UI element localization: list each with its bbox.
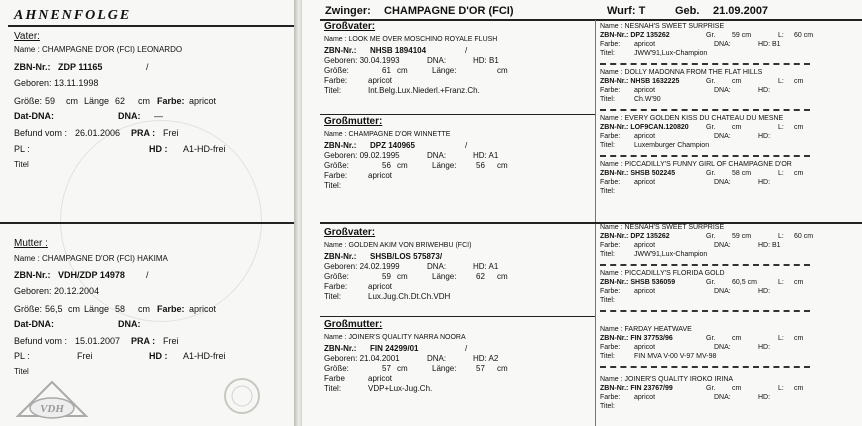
mother-heading: Mutter : bbox=[14, 238, 48, 249]
father-dna: DNA: bbox=[118, 111, 141, 121]
ggp-titel: Titel: bbox=[600, 96, 615, 103]
mother-color-label: Farbe: bbox=[157, 304, 185, 314]
ggp-l: L: bbox=[778, 124, 784, 131]
gp-color-label: Farbe: bbox=[324, 282, 348, 291]
ggp-titel-value: Ch.W'90 bbox=[634, 96, 661, 103]
geb-value: 21.09.2007 bbox=[713, 5, 769, 17]
ggp-l: L: bbox=[778, 233, 784, 240]
gp-zbn-label: ZBN-Nr.: bbox=[324, 344, 357, 353]
stamp-seal-icon bbox=[222, 376, 262, 416]
ggp-dna: DNA: bbox=[714, 344, 731, 351]
mother-zbn-value: VDH/ZDP 14978 bbox=[58, 270, 125, 280]
mother-titel: Titel bbox=[14, 367, 29, 376]
book-spine bbox=[294, 0, 302, 426]
gp-titel-value: Lux.Jug.Ch.Dt.Ch.VDH bbox=[368, 292, 451, 301]
father-hd-label: HD : bbox=[149, 144, 168, 154]
ggp-dashed-divider bbox=[600, 264, 810, 266]
ggp-farbe: Farbe: bbox=[600, 133, 621, 140]
gp-titel-value: Int.Belg.Lux.Niederl.+Franz.Ch. bbox=[368, 86, 480, 95]
ggp-l: L: bbox=[778, 385, 784, 392]
father-pl: PL : bbox=[14, 144, 30, 154]
gp-color-value: apricot bbox=[368, 171, 393, 180]
gp-hd: HD: B1 bbox=[473, 56, 499, 65]
ggp-gr: Gr. bbox=[706, 78, 716, 85]
gp-size-unit: cm bbox=[397, 66, 408, 75]
gp-size-label: Größe: bbox=[324, 272, 349, 281]
mother-size-unit: cm bbox=[68, 304, 80, 314]
father-zbn-suffix: / bbox=[146, 62, 149, 72]
ggp-zbn: ZBN-Nr.: LOF9CAN.120820 bbox=[600, 124, 689, 131]
ggp-farbe: Farbe: bbox=[600, 288, 621, 295]
gp-color-label: Farbe: bbox=[324, 76, 348, 85]
gp-dna: DNA: bbox=[427, 354, 447, 363]
mother-size-label: Größe: bbox=[14, 304, 43, 314]
mother-born: Geboren: 20.12.2004 bbox=[14, 286, 100, 296]
ggp-name: Name : PICCADILLY'S FUNNY GIRL OF CHAMPAGNE D'OR bbox=[600, 161, 792, 168]
father-titel: Titel bbox=[14, 160, 29, 169]
ggp-farbe: Farbe: bbox=[600, 394, 621, 401]
father-color-value: apricot bbox=[189, 96, 217, 106]
gp-color-label: Farbe bbox=[324, 374, 345, 383]
father-size-value: 59 bbox=[45, 96, 56, 106]
gp-size-value: 57 bbox=[382, 364, 391, 373]
ggp-hd: HD: bbox=[758, 133, 771, 140]
ggp-zbn: ZBN-Nr.: FIN 23767/99 bbox=[600, 385, 673, 392]
mother-pra-value: Frei bbox=[163, 336, 179, 346]
ggp-gr-value: 60,5 cm bbox=[732, 279, 757, 286]
ggp-name: Name : FARDAY HEATWAVE bbox=[600, 326, 692, 333]
ggp-farbe-value: apricot bbox=[634, 242, 656, 249]
ggp-l: L: bbox=[778, 170, 784, 177]
ggp-farbe: Farbe: bbox=[600, 87, 621, 94]
gp-color-label: Farbe: bbox=[324, 171, 348, 180]
gp-length-unit: cm bbox=[497, 272, 508, 281]
father-zbn-label: ZBN-Nr.: bbox=[14, 62, 51, 72]
gp-divider-1 bbox=[320, 114, 595, 115]
gp-dna: DNA: bbox=[427, 262, 447, 271]
ggp-titel: Titel: bbox=[600, 142, 615, 149]
gp-hd: HD: A2 bbox=[473, 354, 499, 363]
gp-size-value: 59 bbox=[382, 272, 391, 281]
ggp-l-value: cm bbox=[794, 385, 804, 392]
ggp-farbe: Farbe: bbox=[600, 242, 621, 249]
gp-name: Name : GOLDEN AKIM VON BRIWEHBU (FCI) bbox=[324, 242, 472, 249]
ggp-zbn: ZBN-Nr.: SHSB 502245 bbox=[600, 170, 676, 177]
gp-size-label: Größe: bbox=[324, 364, 349, 373]
ggp-farbe-value: apricot bbox=[634, 288, 656, 295]
gp-titel-label: Titel: bbox=[324, 384, 342, 393]
gp-length-unit: cm bbox=[497, 66, 508, 75]
ggp-gr: Gr. bbox=[706, 233, 716, 240]
ggp-dashed-divider bbox=[600, 366, 810, 368]
ggp-l-value: 60 cm bbox=[794, 233, 814, 240]
ggp-titel-value: Luxemburger Champion bbox=[634, 142, 710, 149]
ggp-gr: Gr. bbox=[706, 335, 716, 342]
ggp-farbe-value: apricot bbox=[634, 179, 656, 186]
mother-pl: PL : bbox=[14, 351, 30, 361]
ggp-name: Name : DOLLY MADONNA FROM THE FLAT HILLS bbox=[600, 69, 763, 76]
mother-datdna: Dat-DNA: bbox=[14, 319, 54, 329]
ggp-l-value: cm bbox=[794, 124, 804, 131]
gp-size-value: 56 bbox=[382, 161, 391, 170]
gp-length-label: Länge: bbox=[432, 66, 457, 75]
father-size-label: Größe: bbox=[14, 96, 43, 106]
gp-size-unit: cm bbox=[397, 272, 408, 281]
ggp-l: L: bbox=[778, 335, 784, 342]
ggp-l-value: cm bbox=[794, 279, 804, 286]
gp-hd: HD: A1 bbox=[473, 151, 499, 160]
header-underline bbox=[320, 19, 862, 21]
ggp-farbe: Farbe: bbox=[600, 41, 621, 48]
ggp-dna: DNA: bbox=[714, 179, 731, 186]
father-zbn-value: ZDP 11165 bbox=[58, 62, 103, 72]
ggp-hd: HD: B1 bbox=[758, 242, 781, 249]
ggp-dashed-divider bbox=[600, 310, 810, 312]
father-color-label: Farbe: bbox=[157, 96, 185, 106]
ggp-dashed-divider bbox=[600, 109, 810, 111]
gp-titel-value: VDP+Lux-Jug.Ch. bbox=[368, 384, 433, 393]
ggp-dna: DNA: bbox=[714, 394, 731, 401]
zwinger-value: CHAMPAGNE D'OR (FCI) bbox=[384, 5, 514, 17]
gp-heading: Großmutter: bbox=[324, 319, 383, 330]
mother-length-label: Länge bbox=[84, 304, 110, 314]
gp-titel-label: Titel: bbox=[324, 292, 342, 301]
ggp-l-value: cm bbox=[794, 170, 804, 177]
page-title: AHNENFOLGE bbox=[14, 8, 132, 23]
gp-titel-label: Titel: bbox=[324, 86, 342, 95]
father-length-label: Länge bbox=[84, 96, 110, 106]
gp-length-value: 57 bbox=[476, 364, 485, 373]
gp-zbn-label: ZBN-Nr.: bbox=[324, 252, 357, 261]
father-length-unit: cm bbox=[138, 96, 150, 106]
father-heading: Vater: bbox=[14, 31, 40, 42]
ggp-dna: DNA: bbox=[714, 288, 731, 295]
gp-size-label: Größe: bbox=[324, 161, 349, 170]
ggp-hd: HD: bbox=[758, 344, 771, 351]
ggp-farbe: Farbe: bbox=[600, 344, 621, 351]
gp-size-label: Größe: bbox=[324, 66, 349, 75]
mother-color-value: apricot bbox=[189, 304, 217, 314]
ggp-titel-value: JWW'91,Lux-Champion bbox=[634, 50, 708, 57]
ggp-titel: Titel: bbox=[600, 188, 615, 195]
mother-zbn-suffix: / bbox=[146, 270, 149, 280]
gp-length-value: 62 bbox=[476, 272, 485, 281]
ggp-titel: Titel: bbox=[600, 251, 615, 258]
gp-length-label: Länge: bbox=[432, 161, 457, 170]
gp-size-value: 61 bbox=[382, 66, 391, 75]
ggp-titel: Titel: bbox=[600, 403, 615, 410]
ggp-gr-value: 58 cm bbox=[732, 170, 752, 177]
vdh-logo-icon bbox=[14, 378, 90, 422]
gp-dna: DNA: bbox=[427, 151, 447, 160]
ggp-zbn: ZBN-Nr.: NHSB 1632225 bbox=[600, 78, 680, 85]
ggp-gr-value: cm bbox=[732, 124, 742, 131]
ggp-name: Name : PICCADILLY'S FLORIDA GOLD bbox=[600, 270, 725, 277]
gp-born: Geboren: 30.04.1993 bbox=[324, 56, 400, 65]
mother-dna: DNA: bbox=[118, 319, 141, 329]
ggp-hd: HD: bbox=[758, 179, 771, 186]
ggp-l-value: cm bbox=[794, 335, 804, 342]
father-dna-value: — bbox=[154, 111, 163, 121]
ggp-gr-value: cm bbox=[732, 335, 742, 342]
ggp-dna: DNA: bbox=[714, 133, 731, 140]
ggp-farbe-value: apricot bbox=[634, 133, 656, 140]
ggp-titel: Titel: bbox=[600, 353, 615, 360]
ggp-zbn: ZBN-Nr.: DPZ 135262 bbox=[600, 32, 670, 39]
father-name: Name : CHAMPAGNE D'OR (FCI) LEONARDO bbox=[14, 45, 183, 54]
wurf-label: Wurf: T bbox=[607, 5, 646, 17]
title-underline bbox=[8, 25, 294, 27]
gp-zbn-label: ZBN-Nr.: bbox=[324, 46, 357, 55]
ggp-hd: HD: bbox=[758, 87, 771, 94]
ggp-gr: Gr. bbox=[706, 170, 716, 177]
ggp-dashed-divider bbox=[600, 155, 810, 157]
ggp-farbe: Farbe: bbox=[600, 179, 621, 186]
ggp-titel: Titel: bbox=[600, 297, 615, 304]
ggp-gr-value: 59 cm bbox=[732, 233, 752, 240]
gp-hd: HD: A1 bbox=[473, 262, 499, 271]
ggp-dna: DNA: bbox=[714, 87, 731, 94]
mother-pl-value: Frei bbox=[77, 351, 93, 361]
mother-pra-label: PRA : bbox=[131, 336, 156, 346]
gp-zbn-label: ZBN-Nr.: bbox=[324, 141, 357, 150]
right-page bbox=[302, 0, 862, 426]
ggp-name: Name : EVERY GOLDEN KISS DU CHATEAU DU MESNE bbox=[600, 115, 784, 122]
father-hd-value: A1-HD-frei bbox=[183, 144, 226, 154]
left-page bbox=[0, 0, 294, 426]
gp-zbn-value: FIN 24299/01 bbox=[370, 344, 419, 353]
mother-zbn-label: ZBN-Nr.: bbox=[14, 270, 51, 280]
ggp-farbe-value: apricot bbox=[634, 394, 656, 401]
father-length-value: 62 bbox=[115, 96, 126, 106]
ggp-farbe-value: apricot bbox=[634, 344, 656, 351]
ggp-titel: Titel: bbox=[600, 50, 615, 57]
gp-name: Name : CHAMPAGNE D'OR WINNETTE bbox=[324, 131, 451, 138]
zwinger-label: Zwinger: bbox=[325, 5, 371, 17]
gp-color-value: apricot bbox=[368, 374, 393, 383]
mother-befund-label: Befund vom : bbox=[14, 336, 68, 346]
ggp-dashed-divider bbox=[600, 63, 810, 65]
gp-size-unit: cm bbox=[397, 364, 408, 373]
gp-born: Geboren: 09.02.1995 bbox=[324, 151, 400, 160]
geb-label: Geb. bbox=[675, 5, 700, 17]
gp-zbn-value: SHSB/LOS 575873/ bbox=[370, 252, 443, 261]
father-befund-value: 26.01.2006 bbox=[75, 128, 121, 138]
ggp-gr: Gr. bbox=[706, 385, 716, 392]
ggp-dna: DNA: bbox=[714, 41, 731, 48]
svg-text:VDH: VDH bbox=[40, 403, 64, 415]
mother-hd-label: HD : bbox=[149, 351, 168, 361]
gp-length-unit: cm bbox=[497, 364, 508, 373]
gp-dna: DNA: bbox=[427, 56, 447, 65]
ggp-farbe-value: apricot bbox=[634, 87, 656, 94]
gp-color-value: apricot bbox=[368, 76, 393, 85]
ggp-l: L: bbox=[778, 279, 784, 286]
ggp-zbn: ZBN-Nr.: FIN 37753/96 bbox=[600, 335, 673, 342]
gp-titel-label: Titel: bbox=[324, 181, 342, 190]
ggp-farbe-value: apricot bbox=[634, 41, 656, 48]
father-size-unit: cm bbox=[66, 96, 78, 106]
mother-hd-value: A1-HD-frei bbox=[183, 351, 226, 361]
ggp-hd: HD: B1 bbox=[758, 41, 781, 48]
gp-heading: Großmutter: bbox=[324, 116, 383, 127]
gp-zbn-value: NHSB 1894104 bbox=[370, 46, 427, 55]
father-befund-label: Befund vom : bbox=[14, 128, 68, 138]
ggp-gr: Gr. bbox=[706, 279, 716, 286]
father-pra-value: Frei bbox=[163, 128, 179, 138]
gp-name: Name : JOINER'S QUALITY NARRA NOORA bbox=[324, 334, 466, 341]
ggp-titel-value: JWW'91,Lux-Champion bbox=[634, 251, 708, 258]
gp-born: Geboren: 24.02.1999 bbox=[324, 262, 400, 271]
ggp-titel-value: FIN MVA V-00 V-97 MV-98 bbox=[634, 353, 717, 360]
gp-divider-2 bbox=[320, 222, 862, 224]
ggp-gr: Gr. bbox=[706, 124, 716, 131]
father-born: Geboren: 13.11.1998 bbox=[14, 78, 99, 88]
gp-color-value: apricot bbox=[368, 282, 393, 291]
ggp-name: Name : NESNAH'S SWEET SURPRISE bbox=[600, 23, 725, 30]
ggp-hd: HD: bbox=[758, 394, 771, 401]
ggp-l: L: bbox=[778, 78, 784, 85]
father-datdna: Dat-DNA: bbox=[14, 111, 54, 121]
gp-heading: Großvater: bbox=[324, 21, 376, 32]
gp-zbn-suffix: / bbox=[465, 141, 468, 150]
ggp-gr-value: cm bbox=[732, 385, 742, 392]
ggp-zbn: ZBN-Nr.: SHSB 536059 bbox=[600, 279, 676, 286]
gp-length-label: Länge: bbox=[432, 272, 457, 281]
gp-heading: Großvater: bbox=[324, 227, 376, 238]
ggp-gr: Gr. bbox=[706, 32, 716, 39]
ggp-l-value: cm bbox=[794, 78, 804, 85]
gp-name: Name : LOOK ME OVER MOSCHINO ROYALE FLUSH bbox=[324, 36, 498, 43]
ggp-l-value: 60 cm bbox=[794, 32, 814, 39]
mother-length-unit: cm bbox=[138, 304, 150, 314]
ggp-name: Name : NESNAH'S SWEET SURPRISE bbox=[600, 224, 725, 231]
ggp-gr-value: 59 cm bbox=[732, 32, 752, 39]
gp-zbn-value: DPZ 140965 bbox=[370, 141, 415, 150]
ggp-l: L: bbox=[778, 32, 784, 39]
gp-length-label: Länge: bbox=[432, 364, 457, 373]
gp-length-unit: cm bbox=[497, 161, 508, 170]
mother-size-value: 56,5 bbox=[45, 304, 63, 314]
ggp-name: Name : JOINER'S QUALITY IROKO IRINA bbox=[600, 376, 734, 383]
mother-name: Name : CHAMPAGNE D'OR (FCI) HAKIMA bbox=[14, 254, 168, 263]
gp-zbn-suffix: / bbox=[465, 344, 468, 353]
father-pra-label: PRA : bbox=[131, 128, 156, 138]
ggp-gr-value: cm bbox=[732, 78, 742, 85]
mother-length-value: 58 bbox=[115, 304, 126, 314]
gp-divider-3 bbox=[320, 316, 595, 317]
mother-befund-value: 15.01.2007 bbox=[75, 336, 121, 346]
gp-born: Geboren: 21.04.2001 bbox=[324, 354, 400, 363]
left-divider bbox=[0, 222, 294, 224]
gp-length-value: 56 bbox=[476, 161, 485, 170]
ggp-dna: DNA: bbox=[714, 242, 731, 249]
gp-zbn-suffix: / bbox=[465, 46, 468, 55]
ggp-hd: HD: bbox=[758, 288, 771, 295]
gp-size-unit: cm bbox=[397, 161, 408, 170]
ggp-zbn: ZBN-Nr.: DPZ 135262 bbox=[600, 233, 670, 240]
